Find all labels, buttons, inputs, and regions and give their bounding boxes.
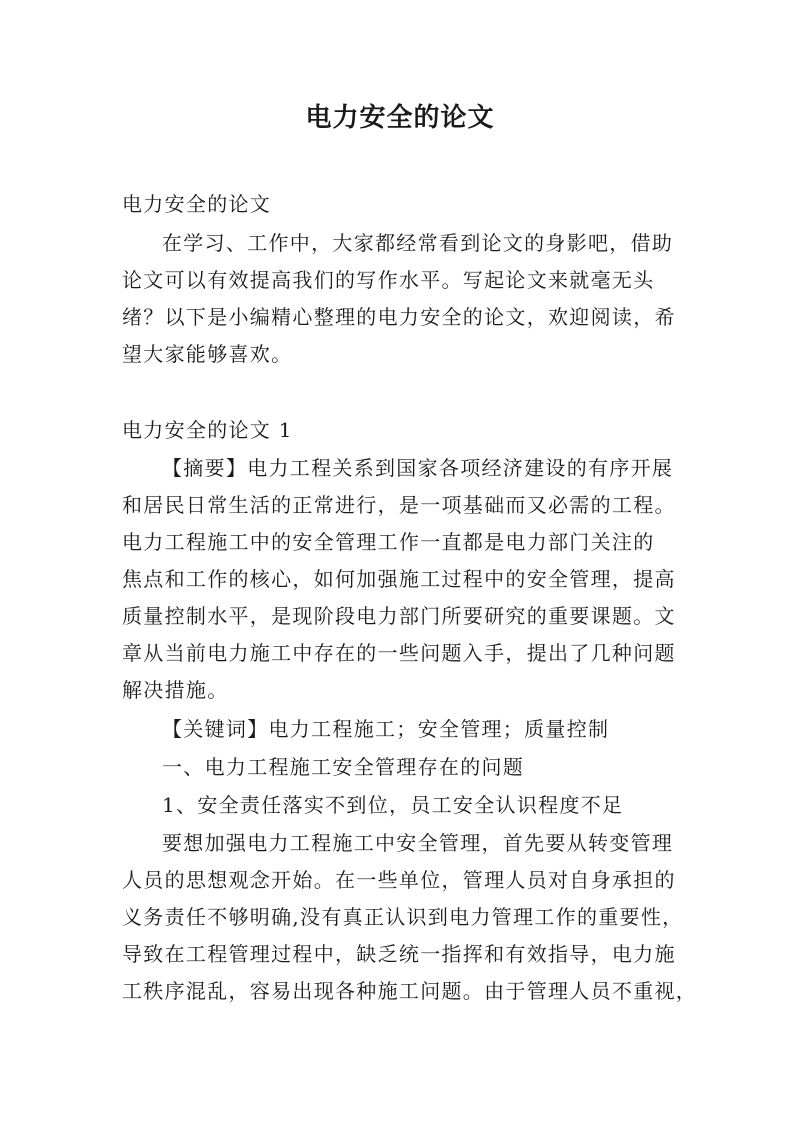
abstract-line: 质量控制水平，是现阶段电力部门所要研究的重要课题。文 bbox=[122, 604, 676, 628]
intro-line: 望大家能够喜欢。 bbox=[122, 342, 293, 366]
body-line: 工秩序混乱，容易出现各种施工问题。由于管理人员不重视， bbox=[122, 979, 698, 1003]
abstract-line: 电力工程施工中的安全管理工作一直都是电力部门关注的 bbox=[122, 530, 655, 554]
document-title: 电力安全的论文 bbox=[305, 103, 495, 133]
abstract-line: 章从当前电力施工中存在的一些问题入手，提出了几种问题 bbox=[122, 641, 676, 665]
intro-line: 在学习、工作中，大家都经常看到论文的身影吧，借助 bbox=[162, 231, 674, 255]
subheading-one: 1、安全责任落实不到位，员工安全认识程度不足 bbox=[162, 793, 624, 817]
abstract-line: 和居民日常生活的正常进行，是一项基础而又必需的工程。 bbox=[122, 493, 676, 517]
heading-one: 一、电力工程施工安全管理存在的问题 bbox=[162, 755, 525, 779]
body-line: 义务责任不够明确,没有真正认识到电力管理工作的重要性， bbox=[122, 905, 684, 929]
abstract-line: 解决措施。 bbox=[122, 678, 229, 702]
intro-line: 论文可以有效提高我们的写作水平。写起论文来就毫无头 bbox=[122, 268, 655, 292]
body-line: 导致在工程管理过程中，缺乏统一指挥和有效指导，电力施 bbox=[122, 942, 676, 966]
abstract-line: 【摘要】电力工程关系到国家各项经济建设的有序开展 bbox=[162, 456, 674, 480]
body-line: 要想加强电力工程施工中安全管理，首先要从转变管理 bbox=[162, 831, 674, 855]
document-subtitle: 电力安全的论文 bbox=[122, 192, 272, 216]
intro-line: 绪？以下是小编精心整理的电力安全的论文，欢迎阅读，希 bbox=[122, 305, 676, 329]
abstract-line: 焦点和工作的核心，如何加强施工过程中的安全管理，提高 bbox=[122, 567, 676, 591]
keywords-line: 【关键词】电力工程施工；安全管理；质量控制 bbox=[162, 717, 610, 741]
body-line: 人员的思想观念开始。在一些单位，管理人员对自身承担的 bbox=[122, 868, 676, 892]
section-heading: 电力安全的论文 1 bbox=[122, 418, 293, 442]
